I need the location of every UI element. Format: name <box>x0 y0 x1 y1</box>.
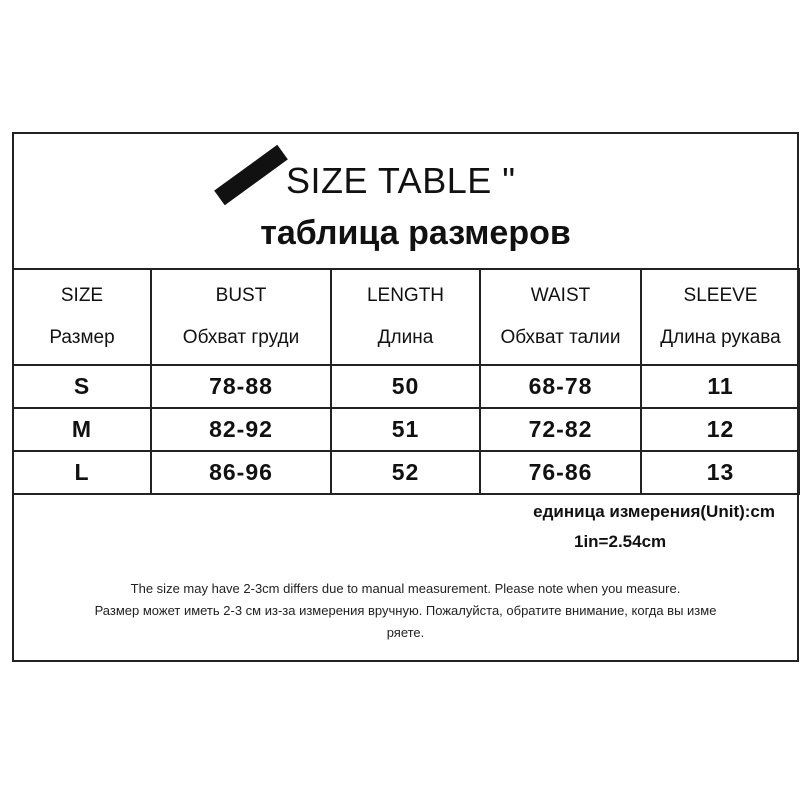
cell-length: 51 <box>331 408 480 451</box>
slash-decoration-icon <box>214 145 288 205</box>
header-waist <box>480 269 641 365</box>
table-header-row <box>13 269 800 365</box>
header-label-en: BUST <box>215 285 267 306</box>
header-length <box>331 269 480 365</box>
cell-size: L <box>13 451 151 494</box>
header-label-ru: Размер <box>49 327 115 348</box>
title-english: SIZE TABLE " <box>286 160 516 201</box>
header-label-ru: Длина рукава <box>660 327 781 348</box>
header-label-en: WAIST <box>530 285 591 306</box>
cell-waist: 72-82 <box>480 408 641 451</box>
cell-sleeve: 13 <box>641 451 800 494</box>
note-english: The size may have 2-3cm differs due to manual measurement. Please note when you measure. <box>130 581 681 596</box>
header-sleeve <box>641 269 800 365</box>
header-label-en: SLEEVE <box>683 285 758 306</box>
header-bust <box>151 269 331 365</box>
cell-length: 52 <box>331 451 480 494</box>
cell-size: S <box>13 365 151 408</box>
cell-waist: 76-86 <box>480 451 641 494</box>
cell-waist: 68-78 <box>480 365 641 408</box>
table-row <box>13 365 800 408</box>
size-table <box>12 268 800 495</box>
inch-conversion: 1in=2.54cm <box>574 532 667 551</box>
table-row <box>13 408 800 451</box>
cell-bust: 78-88 <box>151 365 331 408</box>
header-label-ru: Длина <box>377 327 434 348</box>
header-label-ru: Обхват талии <box>500 327 621 348</box>
title-russian: таблица размеров <box>260 214 571 252</box>
header-label-en: SIZE <box>60 285 104 306</box>
header-label-en: LENGTH <box>366 285 445 306</box>
table-row <box>13 451 800 494</box>
header-size <box>13 269 151 365</box>
cell-bust: 86-96 <box>151 451 331 494</box>
unit-label: единица измерения(Unit):cm <box>533 502 775 521</box>
note-russian-line1: Размер может иметь 2-3 см из-за измерения вручную. Пожалуйста, обратите внимание, когда вы изме <box>94 603 717 618</box>
title-area <box>14 134 797 272</box>
cell-sleeve: 12 <box>641 408 800 451</box>
cell-size: M <box>13 408 151 451</box>
header-label-ru: Обхват груди <box>182 327 300 348</box>
note-russian-line2: ряете. <box>386 625 425 640</box>
cell-bust: 82-92 <box>151 408 331 451</box>
cell-sleeve: 11 <box>641 365 800 408</box>
measurement-note <box>14 578 797 644</box>
size-chart-frame <box>12 132 799 662</box>
cell-length: 50 <box>331 365 480 408</box>
